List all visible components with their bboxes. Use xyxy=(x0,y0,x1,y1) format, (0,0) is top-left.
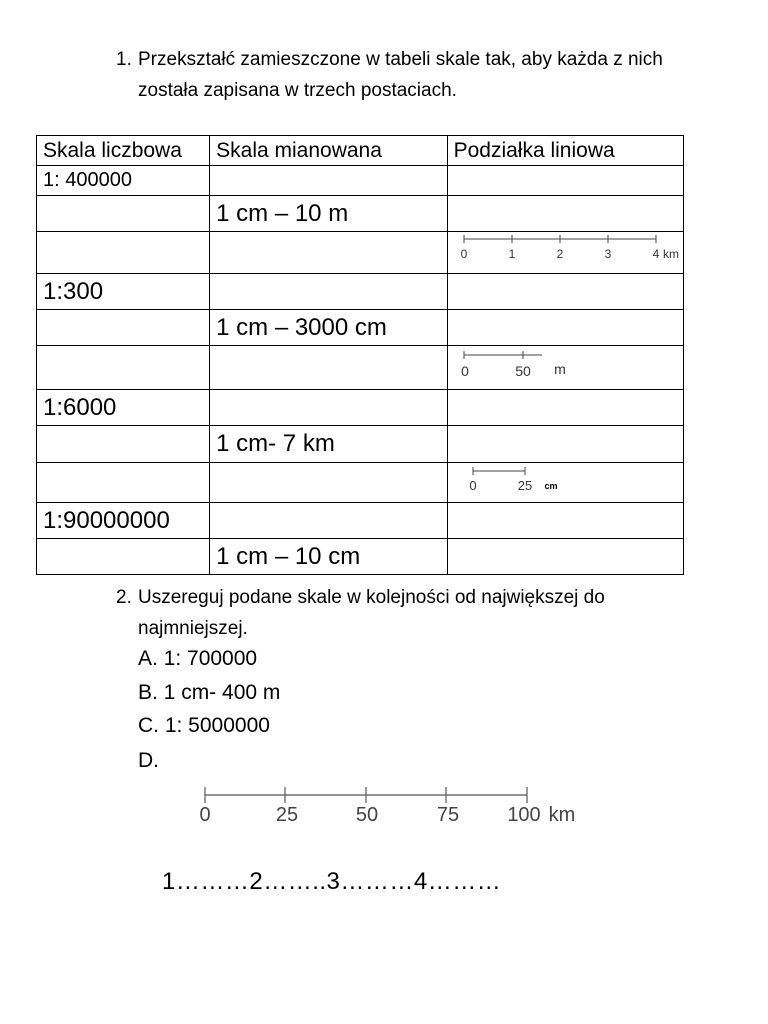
linear-scale-cell xyxy=(447,196,683,232)
scale-tick-label: 0 xyxy=(460,247,467,261)
scale-tick-label: 4 xyxy=(652,247,659,261)
linear-scale-m xyxy=(454,346,682,384)
named-scale-cell xyxy=(210,166,447,196)
table-row xyxy=(37,232,684,274)
numeric-scale-cell xyxy=(37,463,210,503)
header-numeric-scale: Skala liczbowa xyxy=(37,136,210,166)
linear-scale-cell xyxy=(447,390,683,426)
numeric-scale-cell xyxy=(37,426,210,463)
table-row xyxy=(37,463,684,503)
linear-scale-km xyxy=(454,232,682,268)
option-c: C. 1: 5000000 xyxy=(138,714,270,737)
header-linear-scale: Podziałka liniowa xyxy=(447,136,683,166)
option-a: A. 1: 700000 xyxy=(138,647,258,670)
scales-table xyxy=(36,135,684,575)
scale-tick-label: 100 xyxy=(507,804,541,826)
linear-scale-cell xyxy=(447,539,683,575)
option-d: D. xyxy=(138,749,159,772)
table-row xyxy=(37,503,684,539)
numeric-scale-cell xyxy=(37,310,210,346)
scale-tick-label: 75 xyxy=(436,804,460,826)
named-scale-cell xyxy=(210,274,447,310)
named-scale-cell: 1 cm – 10 m xyxy=(210,196,447,232)
table-row xyxy=(37,274,684,310)
linear-scale-cell xyxy=(447,463,683,503)
answer-line: 1………2……..3………4……… xyxy=(162,868,502,895)
named-scale-cell xyxy=(210,503,447,539)
table-row xyxy=(37,166,684,196)
scale-tick-label: 0 xyxy=(199,804,211,826)
scale-tick-label: 50 xyxy=(514,363,531,379)
numeric-scale-cell: 1: 400000 xyxy=(37,166,210,196)
named-scale-cell xyxy=(210,346,447,390)
linear-scale-cell xyxy=(447,274,683,310)
scale-unit-label: cm xyxy=(544,481,558,491)
scale-tick-label: 2 xyxy=(556,247,563,261)
linear-scale-cell xyxy=(447,310,683,346)
linear-scale-cm xyxy=(454,463,682,497)
linear-scale-cell xyxy=(447,346,683,390)
scale-tick-label: 0 xyxy=(468,478,477,493)
scale-unit-label: m xyxy=(553,361,566,377)
linear-scale-cell xyxy=(447,166,683,196)
scale-tick-label: 3 xyxy=(604,247,611,261)
linear-scale-100km xyxy=(188,780,608,830)
numeric-scale-cell xyxy=(37,196,210,232)
numeric-scale-cell: 1:6000 xyxy=(37,390,210,426)
linear-scale-cell xyxy=(447,426,683,463)
numeric-scale-cell: 1:90000000 xyxy=(37,503,210,539)
scale-tick-label: 1 xyxy=(508,247,515,261)
option-b: B. 1 cm- 400 m xyxy=(138,681,281,704)
table-row xyxy=(37,539,684,575)
scale-unit-label: km xyxy=(662,247,679,261)
linear-scale-cell xyxy=(447,232,683,274)
numeric-scale-cell: 1:300 xyxy=(37,274,210,310)
task1-text: Przekształć zamieszczone w tabeli skale tak, aby każda z nich została zapisana w trzech postaciach. xyxy=(138,49,663,101)
named-scale-cell xyxy=(210,463,447,503)
numeric-scale-cell xyxy=(37,539,210,575)
scale-tick-label: 25 xyxy=(517,478,532,493)
named-scale-cell: 1 cm- 7 km xyxy=(210,426,447,463)
numeric-scale-cell xyxy=(37,232,210,274)
linear-scale-cell xyxy=(447,503,683,539)
named-scale-cell: 1 cm – 10 cm xyxy=(210,539,447,575)
scale-tick-label: 25 xyxy=(275,804,299,826)
header-named-scale: Skala mianowana xyxy=(210,136,447,166)
task1-number: 1. xyxy=(116,49,132,70)
table-row xyxy=(37,310,684,346)
named-scale-cell: 1 cm – 3000 cm xyxy=(210,310,447,346)
table-row xyxy=(37,346,684,390)
table-row xyxy=(37,196,684,232)
table-row xyxy=(37,426,684,463)
table-header-row xyxy=(37,136,684,166)
scale-tick-label: 0 xyxy=(460,363,469,379)
task2-text: Uszereguj podane skale w kolejności od największej do najmniejszej. xyxy=(138,587,605,639)
table-row xyxy=(37,390,684,426)
scale-unit-label: km xyxy=(548,804,576,826)
scale-tick-label: 50 xyxy=(355,804,379,826)
named-scale-cell xyxy=(210,232,447,274)
numeric-scale-cell xyxy=(37,346,210,390)
task2-number: 2. xyxy=(116,587,132,608)
named-scale-cell xyxy=(210,390,447,426)
